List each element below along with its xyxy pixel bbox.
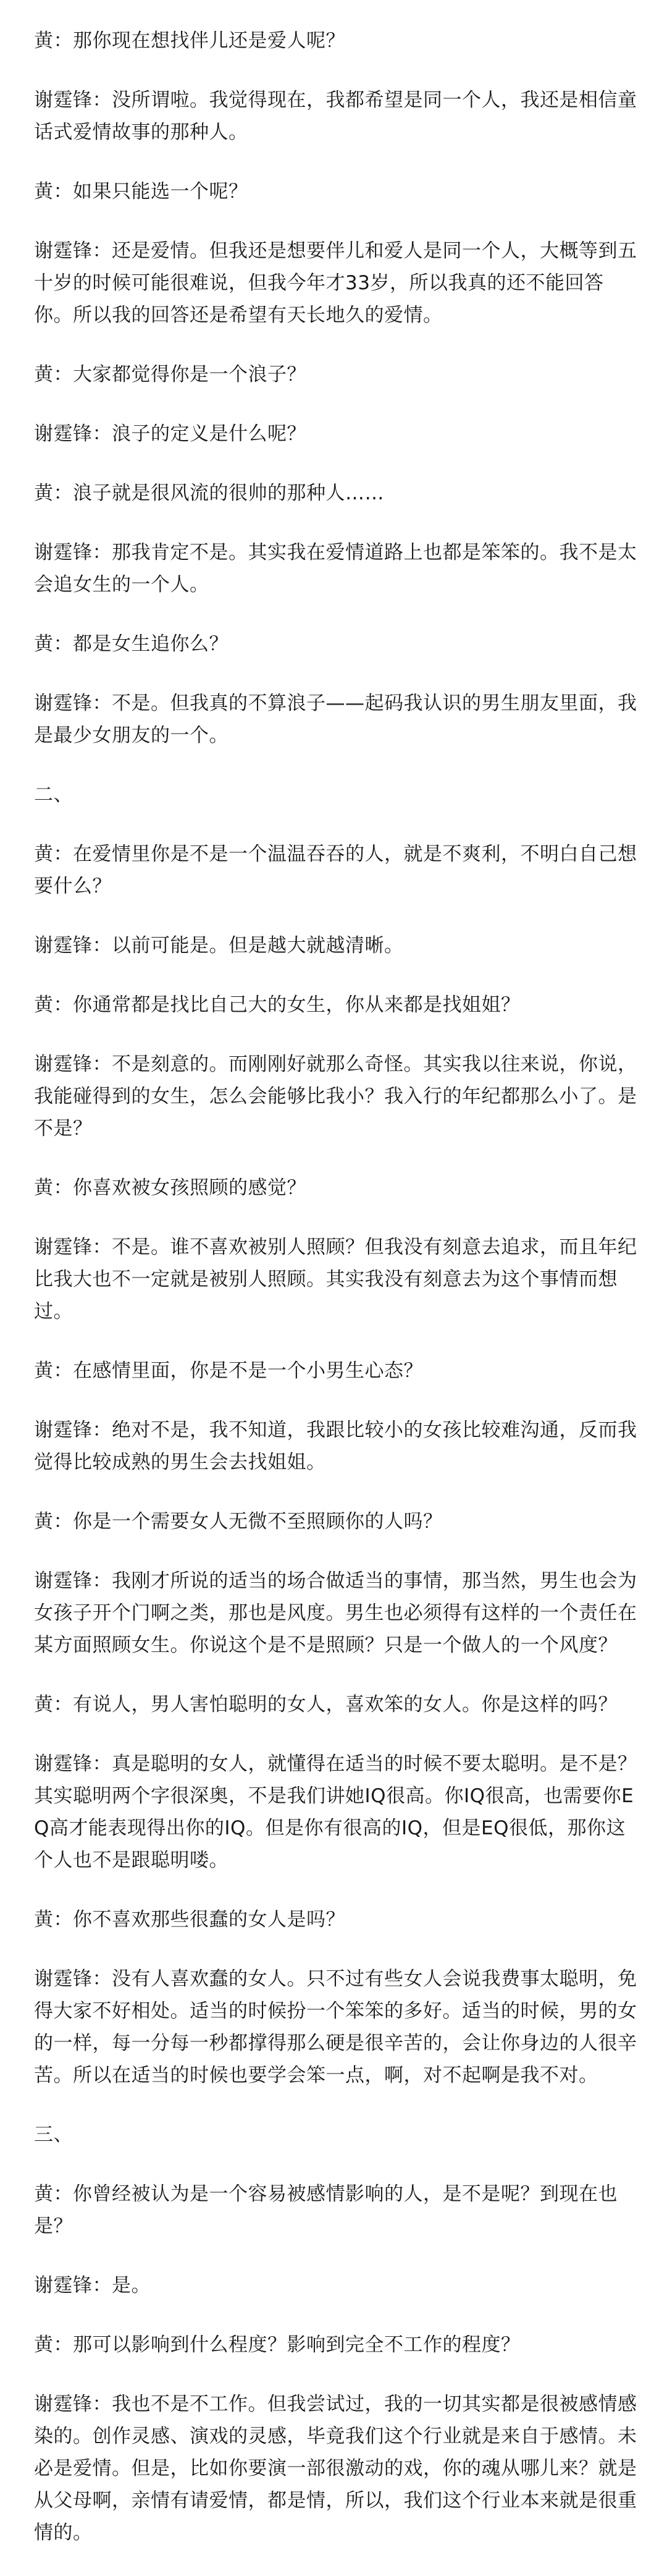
section-heading: 二、 (34, 784, 73, 806)
dialogue-paragraph: 谢霆锋：不是刻意的。而刚刚好就那么奇怪。其实我以往来说，你说，我能碰得到的女生，怎么会能够比我小？我入行的年纪都那么小了。是不是？ (34, 1053, 637, 1140)
dialogue-paragraph: 谢霆锋：没所谓啦。我觉得现在，我都希望是同一个人，我还是相信童话式爱情故事的那种人。 (34, 89, 637, 143)
dialogue-paragraph: 黄：在感情里面，你是不是一个小男生心态？ (34, 1360, 423, 1382)
dialogue-paragraph: 谢霆锋：我刚才所说的适当的场合做适当的事情，那当然，男生也会为女孩子开个门啊之类，那也是风度。男生也必须得有这样的一个责任在某方面照顾女生。你说这个是不是照顾？只是一个做人的一个风度？ (34, 1570, 637, 1656)
dialogue-paragraph: 黄：你喜欢被女孩照顾的感觉？ (34, 1177, 306, 1199)
dialogue-paragraph: 谢霆锋：不是。但我真的不算浪子——起码我认识的男生朋友里面，我是最少女朋友的一个。 (34, 692, 637, 747)
dialogue-paragraph: 谢霆锋：真是聪明的女人，就懂得在适当的时候不要太聪明。是不是？其实聪明两个字很深奥，不是我们讲她IQ很高。你IQ很高，也需要你EQ高才能表现得出你的IQ。但是你有很高的IQ，但是EQ很低，那你这个人也不是跟聪明喽。 (34, 1753, 637, 1871)
dialogue-paragraph: 黄：你曾经被认为是一个容易被感情影响的人，是不是呢？到现在也是？ (34, 2183, 618, 2237)
dialogue-paragraph: 谢霆锋：以前可能是。但是越大就越清晰。 (34, 934, 404, 957)
dialogue-paragraph: 黄：那可以影响到什么程度？影响到完全不工作的程度？ (34, 2334, 521, 2356)
dialogue-paragraph: 黄：你通常都是找比自己大的女生，你从来都是找姐姐？ (34, 994, 521, 1016)
dialogue-paragraph: 黄：浪子就是很风流的很帅的那种人…… (34, 482, 384, 504)
dialogue-paragraph: 谢霆锋：是。 (34, 2274, 151, 2297)
dialogue-paragraph: 谢霆锋：那我肯定不是。其实我在爱情道路上也都是笨笨的。我不是太会追女生的一个人。 (34, 541, 637, 596)
dialogue-paragraph: 黄：如果只能选一个呢？ (34, 180, 248, 203)
dialogue-paragraph: 谢霆锋：不是。谁不喜欢被别人照顾？但我没有刻意去追求，而且年纪比我大也不一定就是被别人照顾。其实我没有刻意去为这个事情而想过。 (34, 1236, 637, 1323)
dialogue-paragraph: 谢霆锋：绝对不是，我不知道，我跟比较小的女孩比较难沟通，反而我觉得比较成熟的男生会去找姐姐。 (34, 1419, 637, 1473)
dialogue-paragraph: 谢霆锋：没有人喜欢蠢的女人。只不过有些女人会说我费事太聪明，免得大家不好相处。适当的时候扮一个笨笨的多好。适当的时候，男的女的一样，每一分每一秒都撑得那么硬是很辛苦的，会让你身边的人很辛苦。所以在适当的时候也要学会笨一点，啊，对不起啊是我不对。 (34, 1968, 637, 2087)
dialogue-paragraph: 黄：有说人，男人害怕聪明的女人，喜欢笨的女人。你是这样的吗？ (34, 1693, 618, 1716)
dialogue-paragraph: 谢霆锋：浪子的定义是什么呢？ (34, 423, 306, 445)
dialogue-paragraph: 黄：那你现在想找伴儿还是爱人呢？ (34, 30, 345, 52)
dialogue-paragraph: 黄：你是一个需要女人无微不至照顾你的人吗？ (34, 1510, 443, 1533)
dialogue-paragraph: 谢霆锋：还是爱情。但我还是想要伴儿和爱人是同一个人，大概等到五十岁的时候可能很难说，但我今年才33岁，所以我真的还不能回答你。所以我的回答还是希望有天长地久的爱情。 (34, 240, 637, 326)
section-heading: 三、 (34, 2124, 73, 2146)
dialogue-paragraph: 谢霆锋：我也不是不工作。但我尝试过，我的一切其实都是很被感情感染的。创作灵感、演戏的灵感，毕竟我们这个行业就是来自于感情。未必是爱情。但是，比如你要演一部很激动的戏，你的魂从哪儿来？就是从父母啊，亲情有请爱情，都是情，所以，我们这个行业本来就是很重情的。 (34, 2393, 637, 2544)
dialogue-paragraph: 黄：都是女生追你么？ (34, 633, 229, 655)
dialogue-paragraph: 黄：大家都觉得你是一个浪子？ (34, 363, 306, 386)
dialogue-paragraph: 黄：你不喜欢那些很蠢的女人是吗？ (34, 1909, 345, 1931)
dialogue-paragraph: 黄：在爱情里你是不是一个温温吞吞的人，就是不爽利，不明白自己想要什么？ (34, 843, 637, 897)
interview-article (34, 25, 642, 2576)
